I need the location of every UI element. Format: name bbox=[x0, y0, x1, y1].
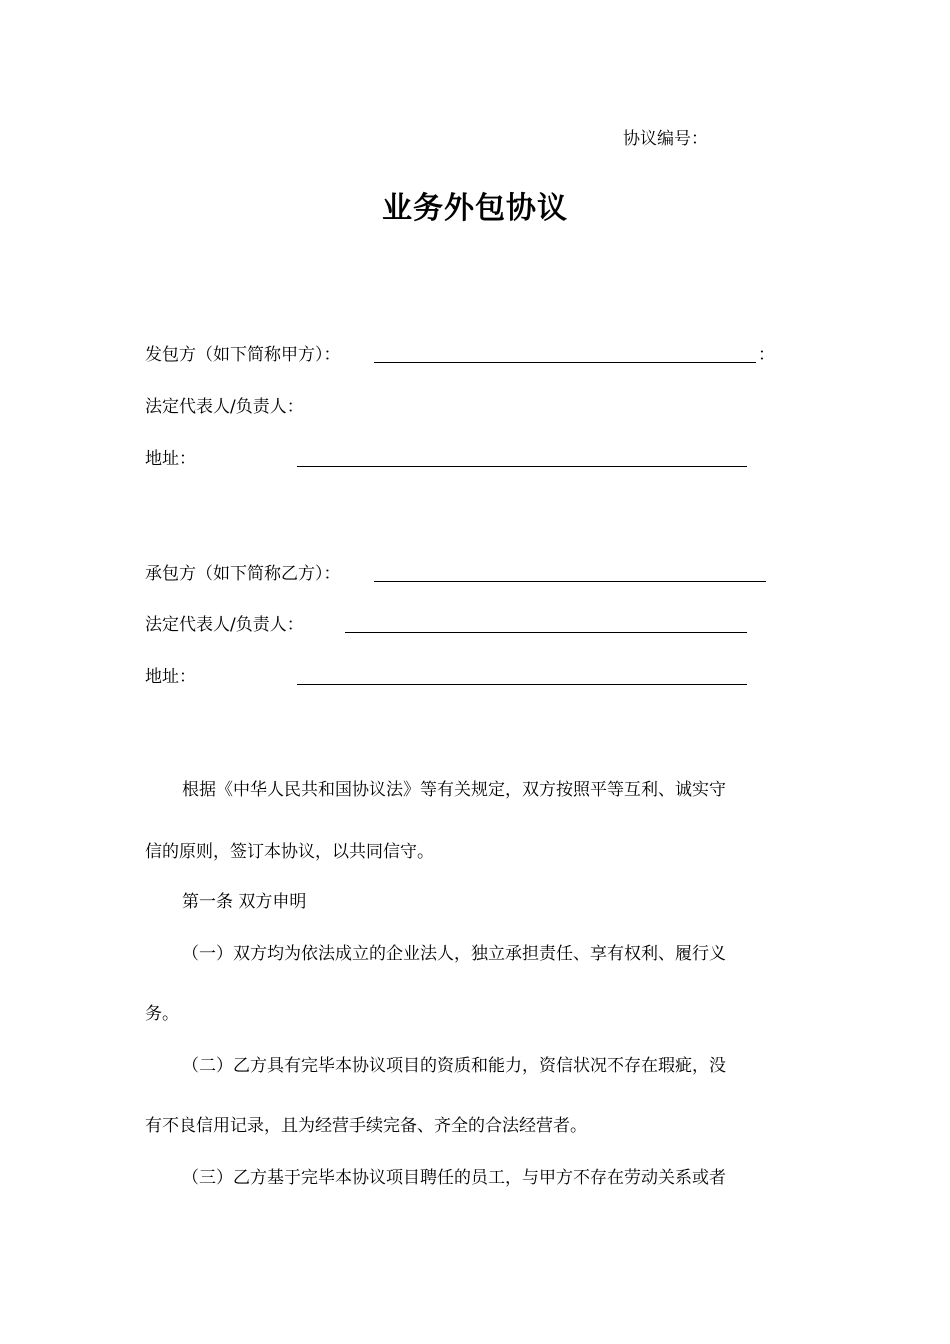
party-a-address-field[interactable] bbox=[297, 466, 747, 467]
item-1-line-1: （一）双方均为依法成立的企业法人，独立承担责任、享有权利、履行义 bbox=[182, 944, 726, 964]
item-2-line-2: 有不良信用记录，且为经营手续完备、齐全的合法经营者。 bbox=[145, 1116, 587, 1136]
party-a-address-label: 地址： bbox=[145, 449, 196, 469]
intro-line-1: 根据《中华人民共和国协议法》等有关规定，双方按照平等互利、诚实守 bbox=[182, 780, 726, 800]
party-b-address-label: 地址： bbox=[145, 667, 196, 687]
party-b-address-field[interactable] bbox=[297, 684, 747, 685]
party-b-label: 承包方（如下简称乙方）： bbox=[145, 564, 341, 584]
party-b-name-field[interactable] bbox=[374, 581, 766, 582]
party-a-label: 发包方（如下简称甲方）： bbox=[145, 345, 341, 365]
item-2-line-1: （二）乙方具有完毕本协议项目的资质和能力，资信状况不存在瑕疵，没 bbox=[182, 1056, 726, 1076]
party-b-rep-label: 法定代表人/负责人： bbox=[145, 615, 304, 635]
party-a-trailing-colon: ： bbox=[758, 345, 775, 365]
party-a-rep-label: 法定代表人/负责人： bbox=[145, 397, 304, 417]
document-title: 业务外包协议 bbox=[382, 191, 568, 226]
agreement-number-label: 协议编号： bbox=[623, 129, 708, 149]
item-3-line-1: （三）乙方基于完毕本协议项目聘任的员工，与甲方不存在劳动关系或者 bbox=[182, 1168, 726, 1188]
article-1-title: 第一条 双方申明 bbox=[182, 892, 307, 912]
item-1-line-2: 务。 bbox=[145, 1004, 179, 1024]
intro-line-2: 信的原则，签订本协议，以共同信守。 bbox=[145, 842, 434, 862]
party-a-name-field[interactable] bbox=[374, 362, 756, 363]
party-b-rep-field[interactable] bbox=[345, 632, 747, 633]
